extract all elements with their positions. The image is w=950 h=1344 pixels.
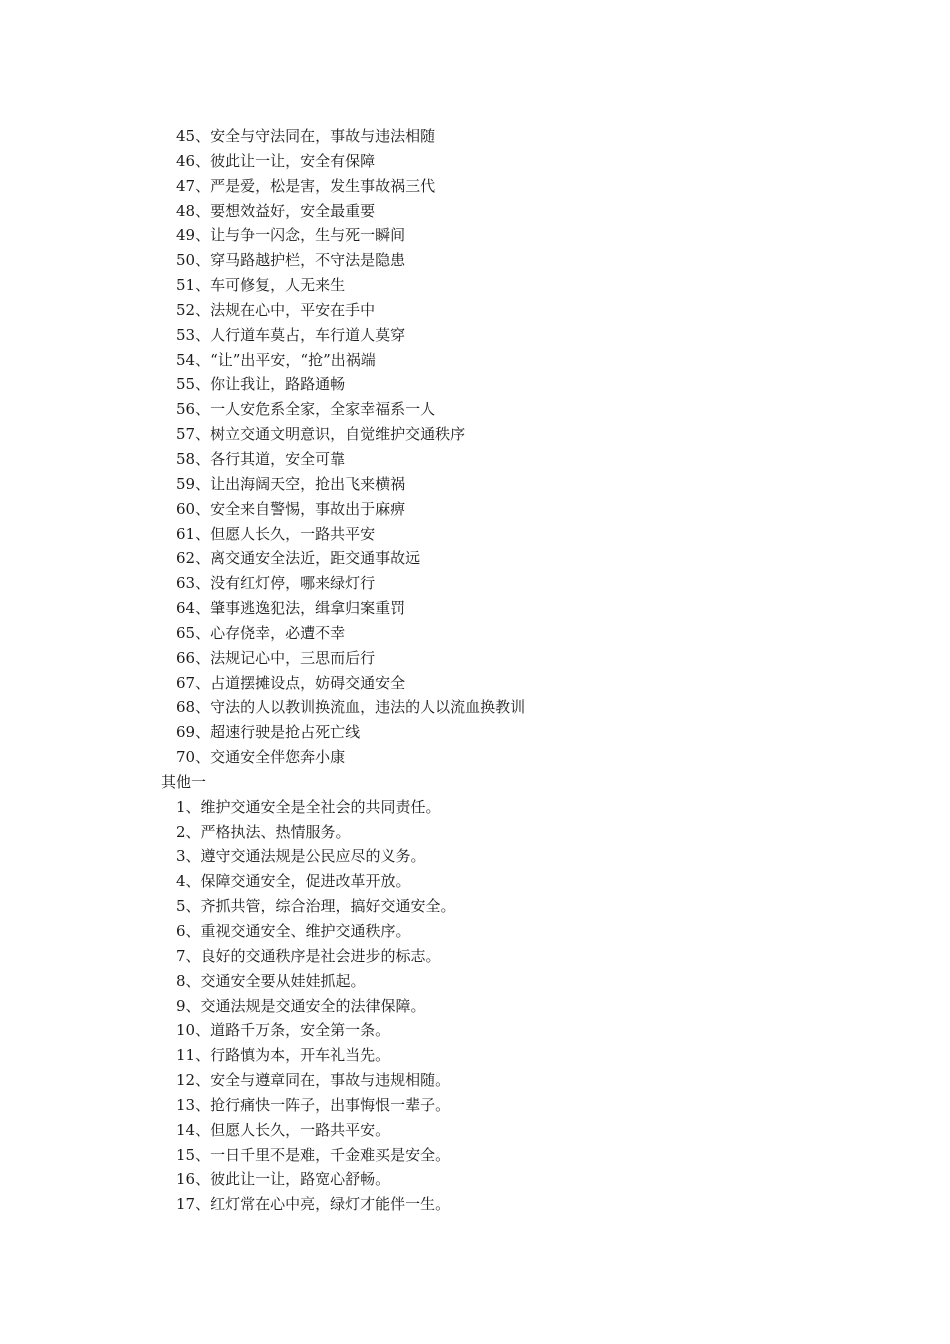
list-item: 54、“让”出平安，“抢”出祸端 [176, 350, 376, 369]
list-item: 59、让出海阔天空，抢出飞来横祸 [176, 474, 406, 493]
list-item: 15、一日千里不是难，千金难买是安全。 [176, 1145, 451, 1164]
list-item: 50、穿马路越护栏，不守法是隐患 [176, 251, 406, 270]
list-item: 3、遵守交通法规是公民应尽的义务。 [176, 847, 426, 866]
list-item: 53、人行道车莫占，车行道人莫穿 [176, 325, 406, 344]
list-item: 14、但愿人长久，一路共平安。 [176, 1120, 391, 1139]
list-item: 45、安全与守法同在，事故与违法相随 [176, 127, 436, 145]
list-item: 61、但愿人长久，一路共平安 [176, 524, 376, 543]
list-item: 2、严格执法、热情服务。 [176, 822, 351, 841]
list-item: 62、离交通安全法近，距交通事故远 [176, 549, 421, 568]
list-item: 8、交通安全要从娃娃抓起。 [176, 971, 366, 990]
list-item: 65、心存侥幸，必遭不幸 [176, 623, 346, 642]
list-item: 5、齐抓共管，综合治理，搞好交通安全。 [176, 897, 456, 916]
list-item: 64、肇事逃逸犯法，缉拿归案重罚 [176, 599, 406, 618]
list-item: 4、保障交通安全，促进改革开放。 [176, 872, 411, 891]
list-item: 58、各行其道，安全可靠 [176, 449, 346, 468]
list-item: 17、红灯常在心中亮，绿灯才能伴一生。 [176, 1195, 451, 1214]
slogan-list-main [161, 124, 861, 770]
list-item: 52、法规在心中，平安在手中 [176, 300, 376, 319]
list-item: 63、没有红灯停，哪来绿灯行 [176, 574, 376, 593]
list-item: 1、维护交通安全是全社会的共同责任。 [176, 797, 441, 816]
list-item: 11、行路慎为本，开车礼当先。 [176, 1046, 391, 1065]
list-item: 60、安全来自警惕，事故出于麻痹 [176, 499, 406, 518]
list-item: 12、安全与遵章同在，事故与违规相随。 [176, 1071, 451, 1090]
list-item: 7、良好的交通秩序是社会进步的标志。 [176, 946, 441, 965]
list-item: 10、道路千万条，安全第一条。 [176, 1021, 391, 1040]
list-item: 55、你让我让，路路通畅 [176, 375, 346, 394]
list-item: 13、抢行痛快一阵子，出事悔恨一辈子。 [176, 1095, 451, 1114]
list-item: 46、彼此让一让，安全有保障 [176, 151, 376, 170]
slogan-list-other [161, 795, 861, 1217]
list-item: 9、交通法规是交通安全的法律保障。 [176, 996, 426, 1015]
list-item: 68、守法的人以教训换流血，违法的人以流血换教训 [176, 698, 526, 717]
list-item: 16、彼此让一让，路宽心舒畅。 [176, 1170, 391, 1189]
list-item: 6、重视交通安全、维护交通秩序。 [176, 922, 411, 940]
section-heading: 其他一 [161, 772, 207, 791]
list-item: 48、要想效益好，安全最重要 [176, 201, 376, 220]
list-item: 56、一人安危系全家，全家幸福系一人 [176, 400, 436, 419]
list-item: 47、严是爱，松是害，发生事故祸三代 [176, 176, 436, 195]
list-item: 49、让与争一闪念，生与死一瞬间 [176, 226, 406, 245]
list-item: 51、车可修复，人无来生 [176, 276, 346, 295]
list-item: 57、树立交通文明意识，自觉维护交通秩序 [176, 425, 466, 444]
document-body [161, 124, 861, 1217]
list-item: 70、交通安全伴您奔小康 [176, 748, 346, 767]
list-item: 67、占道摆摊设点，妨碍交通安全 [176, 673, 406, 692]
list-item: 66、法规记心中，三思而后行 [176, 648, 376, 667]
list-item: 69、超速行驶是抢占死亡线 [176, 723, 361, 742]
